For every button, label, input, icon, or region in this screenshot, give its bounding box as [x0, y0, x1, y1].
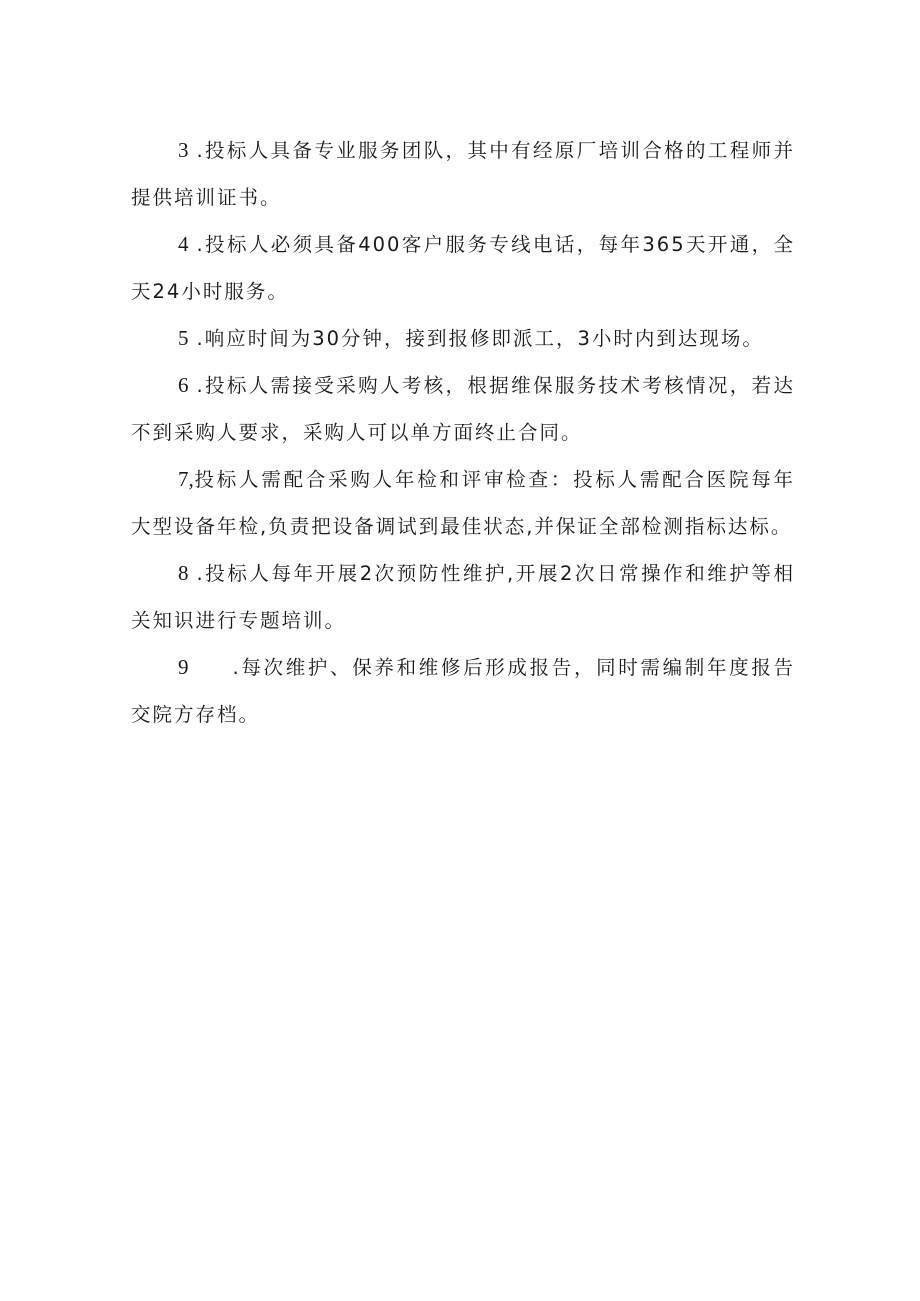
list-item-6 [131, 362, 795, 456]
item-number: 3 [178, 138, 189, 162]
item-text: .投标人每年开展2次预防性维护,开展2次日常操作和维护等相关知识进行专题培训。 [131, 562, 795, 632]
list-item-8 [131, 550, 795, 644]
item-text: .投标人必须具备400客户服务专线电话，每年365天开通，全天24小时服务。 [131, 233, 795, 303]
item-text: .每次维护、保养和维修后形成报告，同时需编制年度报告交院方存档。 [131, 656, 795, 726]
list-item-7 [131, 456, 795, 550]
item-number: 4 [178, 232, 189, 256]
item-number: 5 [178, 326, 189, 350]
item-text: 投标人需配合采购人年检和评审检查：投标人需配合医院每年大型设备年检,负责把设备调试到最佳状态,并保证全部检测指标达标。 [131, 468, 795, 538]
item-text: .投标人需接受采购人考核，根据维保服务技术考核情况，若达不到采购人要求，采购人可以单方面终止合同。 [131, 374, 795, 444]
list-item-4 [131, 221, 795, 315]
item-text: .响应时间为30分钟，接到报修即派工，3小时内到达现场。 [196, 327, 764, 350]
item-number: 7, [178, 467, 194, 491]
item-number: 8 [178, 561, 189, 585]
item-number: 9 [178, 655, 189, 679]
list-item-3 [131, 127, 795, 221]
item-number: 6 [178, 373, 189, 397]
list-item-9 [131, 644, 795, 738]
item-text: .投标人具备专业服务团队，其中有经原厂培训合格的工程师并提供培训证书。 [131, 139, 795, 209]
list-item-5 [131, 315, 795, 362]
